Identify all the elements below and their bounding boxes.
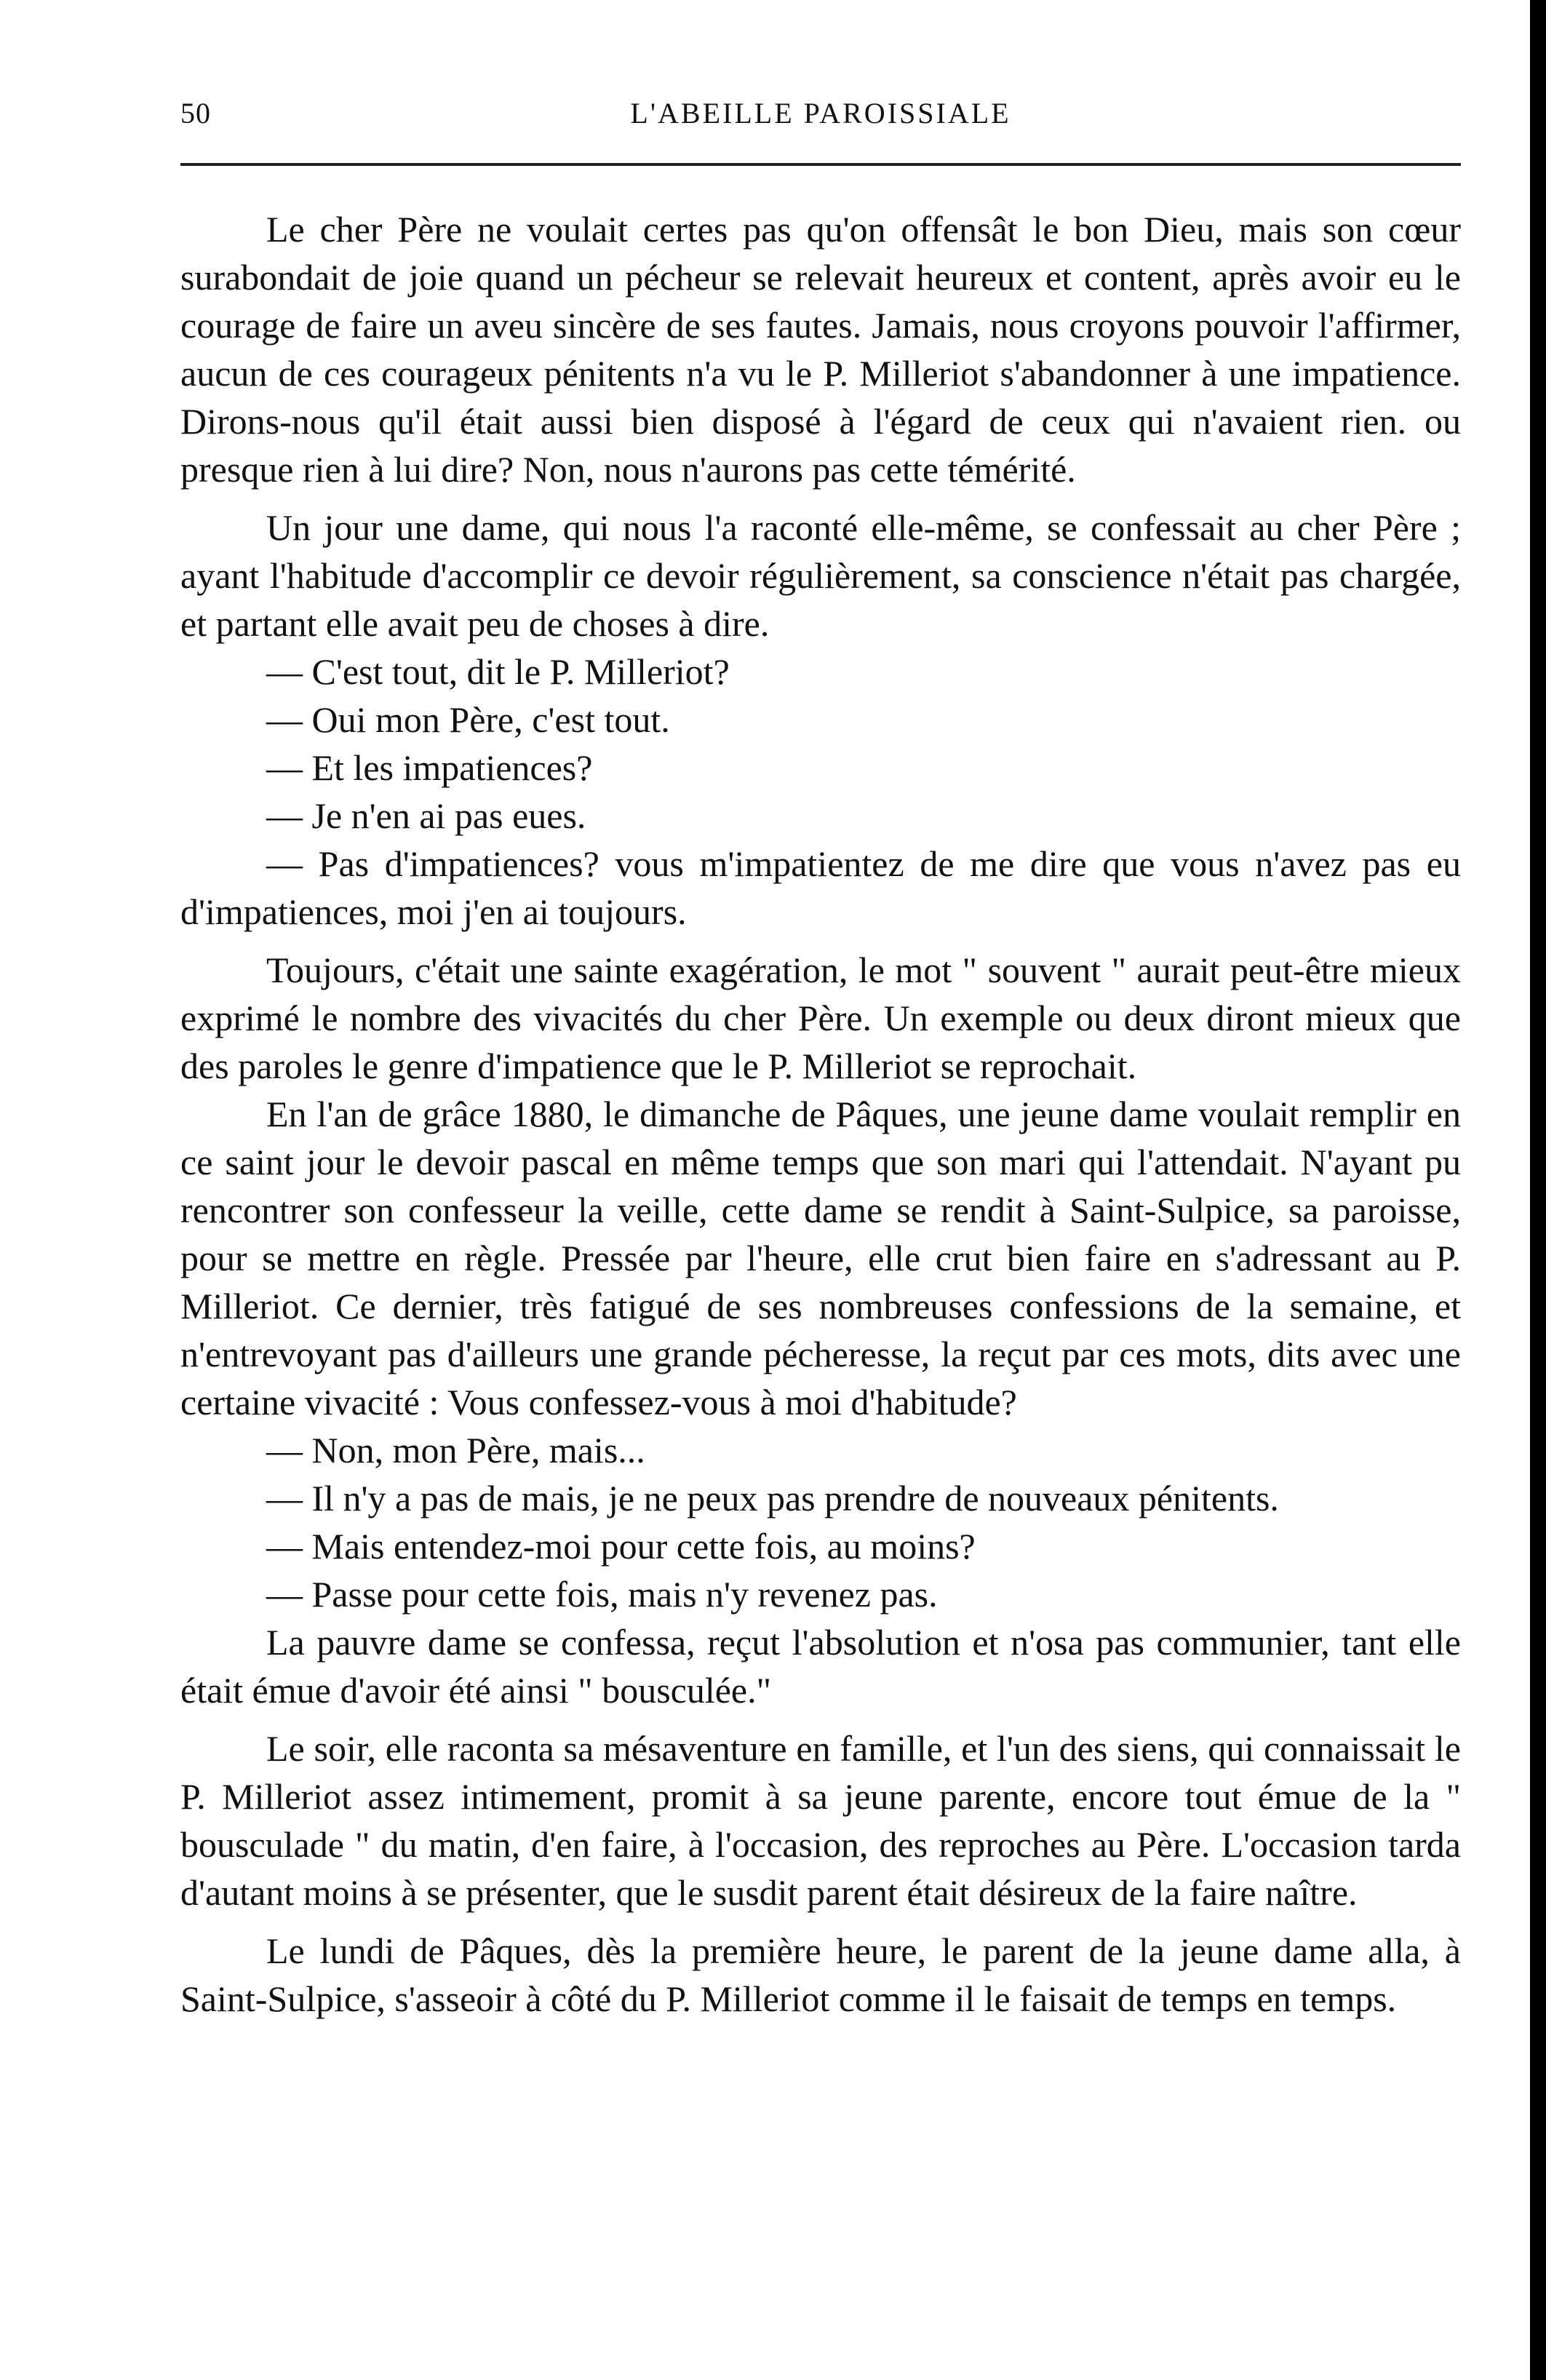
paragraph: En l'an de grâce 1880, le dimanche de Pâques, une jeune dame voulait remplir en ce saint jour le devoir pascal en même temps que son mari qui l'attendait. N'ayant pu rencontrer son confesseur la veille, cette dame se rendit à Saint-Sulpice, sa paroisse, pour se mettre en règle. Pressée par l'heure, elle crut bien faire en s'adressant au P. Milleriot. Ce dernier, très fatigué de ses nombreuses confessions de la semaine, et n'entrevoyant pas d'ailleurs une grande pécheresse, la reçut par ces mots, dits avec une certaine vivacité : Vous confessez-vous à moi d'habitude? xyxy=(180,1094,1461,1422)
page-number: 50 xyxy=(180,97,211,130)
dialogue-line: — Pas d'impatiences? vous m'impatientez de me dire que vous n'avez pas eu d'impatiences, moi j'en ai toujours. xyxy=(180,843,1461,932)
scan-page-edge xyxy=(1530,0,1546,2380)
paragraph: Toujours, c'était une sainte exagération, le mot " souvent " aurait peut-être mieux exprimé le nombre des vivacités du cher Père. Un exemple ou deux diront mieux que des paroles le genre d'impatience que le P. Milleriot se reprochait. xyxy=(180,950,1461,1086)
paragraph: Un jour une dame, qui nous l'a raconté elle-même, se confessait au cher Père ; ayant l'habitude d'accomplir ce devoir régulièrement, sa conscience n'était pas chargée, et partant elle avait peu de choses à dire. xyxy=(180,507,1461,644)
dialogue-line: — Je n'en ai pas eues. xyxy=(266,795,586,836)
dialogue-line: — Passe pour cette fois, mais n'y revenez pas. xyxy=(266,1574,938,1615)
paragraph: Le lundi de Pâques, dès la première heure, le parent de la jeune dame alla, à Saint-Sulpice, s'asseoir à côté du P. Milleriot comme il le faisait de temps en temps. xyxy=(180,1930,1461,2019)
dialogue-line: — Oui mon Père, c'est tout. xyxy=(266,699,670,740)
paragraph: La pauvre dame se confessa, reçut l'absolution et n'osa pas communier, tant elle était émue d'avoir été ainsi " bousculée." xyxy=(180,1622,1461,1711)
header-rule xyxy=(180,163,1461,166)
page-body xyxy=(180,205,1461,2023)
paragraph: Le cher Père ne voulait certes pas qu'on offensât le bon Dieu, mais son cœur surabondait de joie quand un pécheur se relevait heureux et content, après avoir eu le courage de faire un aveu sincère de ses fautes. Jamais, nous croyons pouvoir l'affirmer, aucun de ces courageux pénitents n'a vu le P. Milleriot s'abandonner à une impatience. Dirons-nous qu'il était aussi bien disposé à l'égard de ceux qui n'avaient rien. ou presque rien à lui dire? Non, nous n'aurons pas cette témérité. xyxy=(180,209,1461,490)
dialogue-line: — C'est tout, dit le P. Milleriot? xyxy=(266,651,730,692)
dialogue-line: — Il n'y a pas de mais, je ne peux pas prendre de nouveaux pénitents. xyxy=(266,1478,1279,1519)
paragraph: Le soir, elle raconta sa mésaventure en famille, et l'un des siens, qui connaissait le P. Milleriot assez intimement, promit à sa jeune parente, encore tout émue de la " bousculade " du matin, d'en faire, à l'occasion, des reproches au Père. L'occasion tarda d'autant moins à se présenter, que le susdit parent était désireux de la faire naître. xyxy=(180,1728,1461,1913)
page-header xyxy=(180,96,1461,140)
running-title: L'ABEILLE PAROISSIALE xyxy=(630,97,1011,130)
dialogue-line: — Et les impatiences? xyxy=(266,747,593,788)
dialogue-line: — Non, mon Père, mais... xyxy=(266,1430,645,1470)
dialogue-line: — Mais entendez-moi pour cette fois, au moins? xyxy=(266,1526,976,1567)
